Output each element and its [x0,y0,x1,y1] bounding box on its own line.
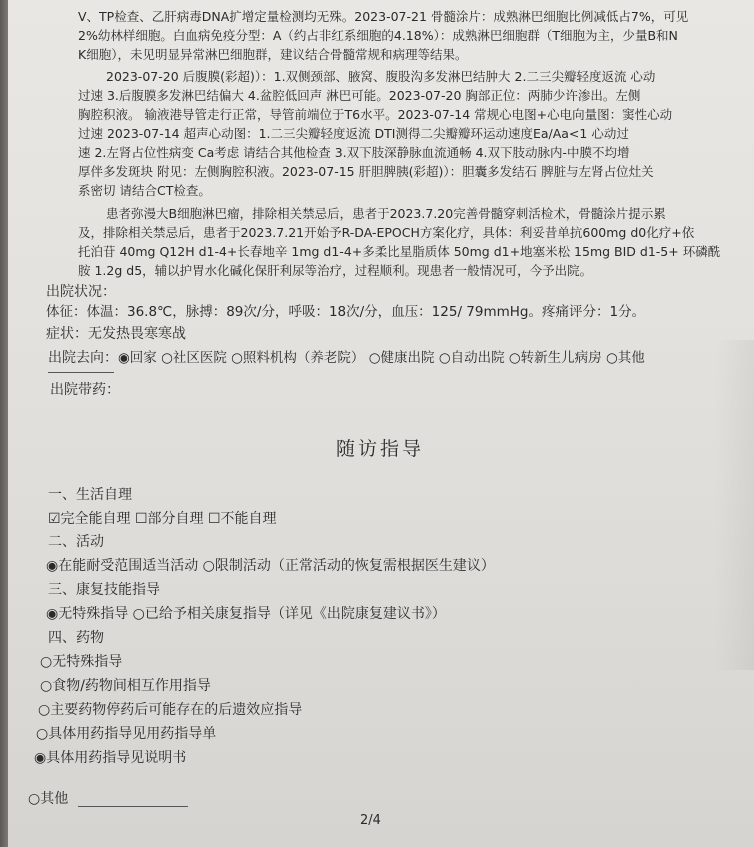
report-line: 托泊苷 40mg Q12H d1-4+长春地辛 1mg d1-4+多柔比星脂质体 50mg d1+地塞米松 15mg BID d1-5+ 环磷酰 [78,244,721,259]
discharge-meds-label: 出院带药： [50,382,120,398]
report-line: V、TP检查、乙肝病毒DNA扩增定量检测均无殊。2023-07-21 骨髓涂片：成熟淋巴细胞比例减低占7%，可见 [78,9,689,24]
report-line: 速 2.左肾占位性病变 Ca考虑 请结合其他检查 3.双下肢深静脉血流通畅 4.双下肢动脉内-中膜不均增 [78,145,630,160]
page-number: 2/4 [360,813,381,828]
medication-option: ◉具体用药指导见说明书 [34,750,187,766]
destination-options [118,349,645,367]
destination-option-newborn: ○转新生儿病房 [508,350,602,366]
destination-option-community: ○社区医院 [161,350,227,366]
report-line: 系密切 请结合CT检查。 [78,183,211,198]
report-line: 患者弥漫大B细胞淋巴瘤，排除相关禁忌后，患者于2023.7.20完善骨髓穿刺活检术，骨髓涂片提示累 [106,206,666,221]
section-heading: 四、药物 [48,630,104,646]
section-heading: 三、康复技能指导 [48,582,160,598]
destination-label: 出院去向： [48,350,118,366]
medication-option: ○无特殊指导 [40,654,123,670]
destination-option-healthy: ○健康出院 [368,350,435,366]
activity-options: ◉在能耐受范围适当活动 ○限制活动（正常活动的恢复需根据医生建议） [46,558,495,574]
report-line: 2023-07-20 后腹膜(彩超)）：1.双侧颈部、腋窝、腹股沟多发淋巴结肿大 2.二三尖瓣轻度返流 心动 [106,69,656,84]
report-line: 厚伴多发斑块 附见：左侧胸腔积液。2023-07-15 肝胆脾胰(彩超)）：胆囊多发结石 脾脏与左肾占位灶关 [78,164,654,179]
section-heading: 二、活动 [48,534,104,550]
medication-option: ○食物/药物间相互作用指导 [40,678,211,694]
medication-option: ○主要药物停药后可能存在的后遗效应指导 [38,702,303,718]
selfcare-options: ☑完全能自理 ☐部分自理 ☐不能自理 [48,511,277,527]
destination-option-home: ◉回家 [118,350,157,366]
destination-option-self: ○自动出院 [438,350,505,366]
vitals-text: 体征：体温：36.8℃，脉搏：89次/分，呼吸：18次/分，血压：125/ 79mmHg。疼痛评分：1分。 [46,304,646,320]
report-line: 胺 1.2g d5，辅以护胃水化碱化保肝利尿等治疗，过程顺利。现患者一般情况可，今予出院。 [78,263,593,278]
section-heading: 一、生活自理 [48,487,132,503]
rehab-options: ◉无特殊指导 ○已给予相关康复指导（详见《出院康复建议书》） [46,606,446,622]
paper-fold [714,340,754,670]
symptoms-text: 症状：无发热畏寒寒战 [46,326,186,342]
other-option: ○其他 [28,791,69,807]
report-line: 及，排除相关禁忌后，患者于2023.7.21开始予R-DA-EPOCH方案化疗，具体：利妥昔单抗600mg d0化疗+依 [78,225,695,240]
report-line: 过速 2023-07-14 超声心动图：1.二三尖瓣轻度返流 DTI测得二尖瓣瓣环运动速度Ea/Aa<1 心动过 [78,126,629,141]
report-line: 2%幼林样细胞。白血病免疫分型：A（约占非红系细胞的4.18%）：成熟淋巴细胞群（T细胞为主，少量B和N [78,28,678,43]
other-underline [78,806,188,807]
medication-option: ○具体用药指导见用药指导单 [36,726,217,742]
followup-title: 随访指导 [336,438,425,460]
report-line: 胸腔积液。 输液港导管走行正常，导管前端位于T6水平。2023-07-14 常规心电图+心电向量图：窦性心动 [78,107,673,122]
report-line: K细胞），未见明显异常淋巴细胞群，建议结合骨髓常规和病理等结果。 [78,47,468,62]
document-page [8,0,754,847]
discharge-status-label: 出院状况： [46,284,116,300]
destination-option-care: ○照料机构（养老院） [231,350,365,366]
other-underline [48,372,114,373]
report-line: 过速 3.后腹膜多发淋巴结偏大 4.盆腔低回声 淋巴可能。2023-07-20 胸部正位：两肺少许渗出。左侧 [78,88,641,103]
destination-option-other: ○其他 [605,350,645,366]
